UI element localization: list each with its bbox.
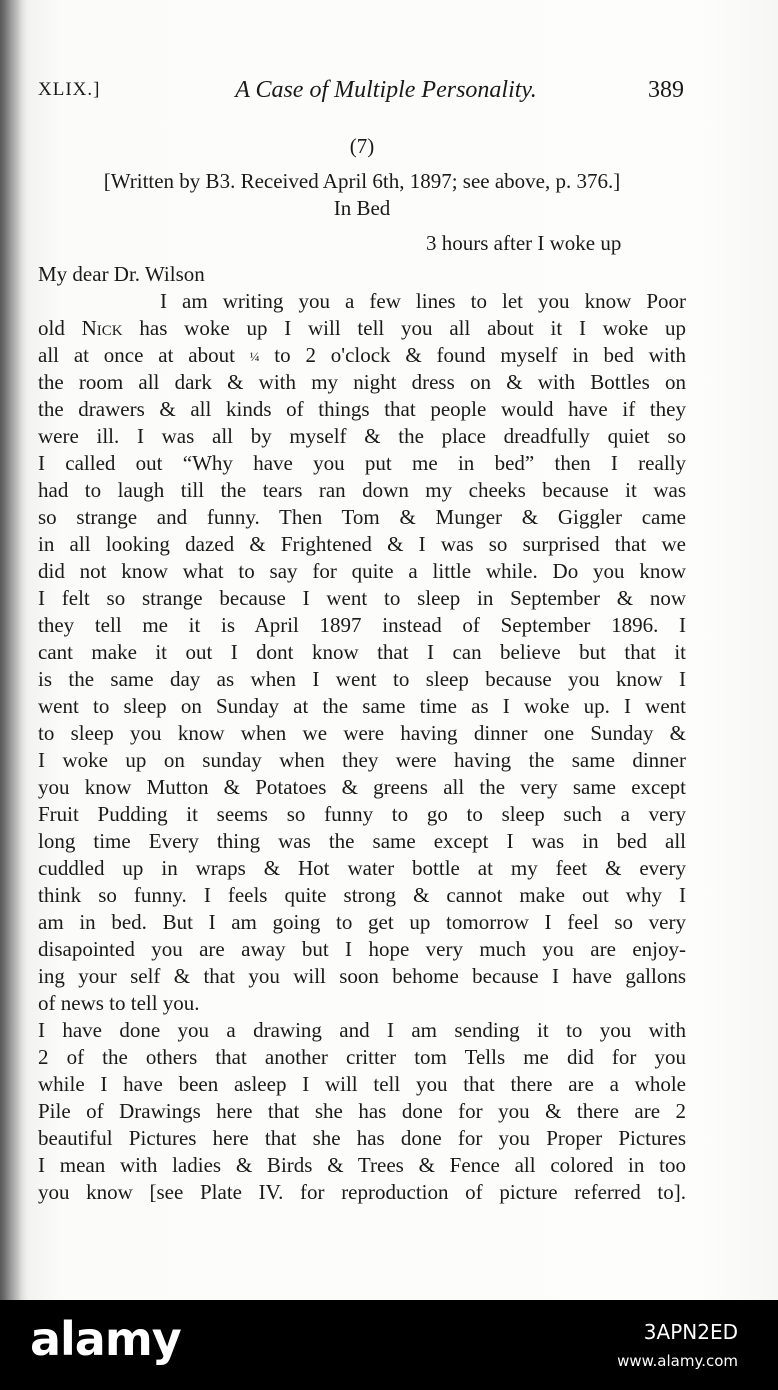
- text-line: 2 of the others that another critter tom Tells me did for you: [38, 1045, 686, 1069]
- text-line: I am writing you a few lines to let you know Poor: [160, 289, 686, 313]
- alamy-logo: alamy: [30, 1312, 181, 1366]
- text-line: Pile of Drawings here that she has done for you & there are 2: [38, 1099, 686, 1123]
- body-text: [38, 133, 686, 1206]
- text-line: Fruit Pudding it seems so funny to go to sleep such a very: [38, 802, 686, 826]
- text-line: all at once at about ¼ to 2 o'clock & found myself in bed with: [38, 343, 686, 367]
- text-line: old Nick has woke up I will tell you all about it I woke up: [38, 316, 686, 340]
- text-line: I called out “Why have you put me in bed” then I really: [38, 451, 686, 475]
- text-line: beautiful Pictures here that she has done for you Proper Pictures: [38, 1126, 686, 1150]
- text-line: while I have been asleep I will tell you that there are a whole: [38, 1072, 686, 1096]
- stock-image-id: 3APN2ED: [643, 1320, 738, 1344]
- text-line: ing your self & that you will soon behome because I have gallons: [38, 964, 686, 988]
- page-number: 389: [648, 77, 684, 103]
- text-line: I woke up on sunday when they were having the same dinner: [38, 748, 686, 772]
- section-number: (7): [349, 134, 375, 158]
- text-line: so strange and funny. Then Tom & Munger & Giggler came: [38, 505, 686, 529]
- location-line: In Bed: [333, 196, 391, 220]
- text-line: cuddled up in wraps & Hot water bottle at my feet & every: [38, 856, 686, 880]
- text-line: of news to tell you.: [38, 991, 200, 1015]
- text-line: you know Mutton & Potatoes & greens all the very same except: [38, 775, 686, 799]
- text-line: think so funny. I feels quite strong & cannot make out why I: [38, 883, 686, 907]
- text-line: they tell me it is April 1897 instead of September 1896. I: [38, 613, 686, 637]
- text-line: to sleep you know when we were having dinner one Sunday &: [38, 721, 686, 745]
- gutter-shadow: [0, 0, 22, 1300]
- text-line: the drawers & all kinds of things that people would have if they: [38, 397, 686, 421]
- text-line: I mean with ladies & Birds & Trees & Fence all colored in too: [38, 1153, 686, 1177]
- text-line: were ill. I was all by myself & the place dreadfully quiet so: [38, 424, 686, 448]
- text-line: disapointed you are away but I hope very much you are enjoy-: [38, 937, 686, 961]
- text-line: had to laugh till the tears ran down my cheeks because it was: [38, 478, 686, 502]
- site-url: www.alamy.com: [617, 1352, 738, 1370]
- text-line: did not know what to say for quite a little while. Do you know: [38, 559, 686, 583]
- running-head: [38, 70, 684, 110]
- text-line: I felt so strange because I went to sleep in September & now: [38, 586, 686, 610]
- text-line: you know [see Plate IV. for reproduction of picture referred to].: [38, 1180, 686, 1204]
- time-note: 3 hours after I woke up: [426, 231, 622, 255]
- source-note: [Written by B3. Received April 6th, 1897; see above, p. 376.]: [103, 169, 621, 193]
- running-title: A Case of Multiple Personality.: [235, 77, 537, 103]
- text-line: went to sleep on Sunday at the same time as I woke up. I went: [38, 694, 686, 718]
- watermark-footer: [0, 1300, 778, 1390]
- fraction-quarter: ¼: [249, 349, 260, 365]
- text-line: is the same day as when I went to sleep because you know I: [38, 667, 686, 691]
- text-line: am in bed. But I am going to get up tomorrow I feel so very: [38, 910, 686, 934]
- salutation: My dear Dr. Wilson: [38, 262, 205, 286]
- volume-number: XLIX.]: [38, 79, 101, 100]
- nick-name: Nick: [81, 316, 123, 340]
- text-line: the room all dark & with my night dress on & with Bottles on: [38, 370, 686, 394]
- text-line: long time Every thing was the same except I was in bed all: [38, 829, 686, 853]
- text-line: I have done you a drawing and I am sending it to you with: [38, 1018, 686, 1042]
- paragraph-2: [38, 1017, 686, 1206]
- text-line: cant make it out I dont know that I can believe but that it: [38, 640, 686, 664]
- text-line: in all looking dazed & Frightened & I was so surprised that we: [38, 532, 686, 556]
- paragraph-1: [38, 288, 686, 1017]
